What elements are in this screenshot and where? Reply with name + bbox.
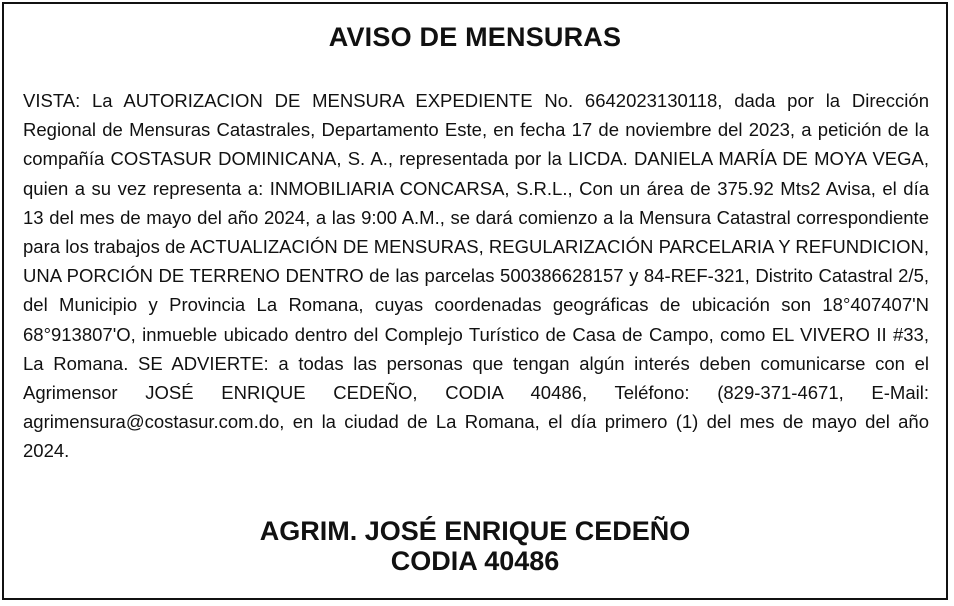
notice-title: AVISO DE MENSURAS <box>328 22 622 52</box>
notice-frame <box>2 2 948 600</box>
signature-name: AGRIM. JOSÉ ENRIQUE CEDEÑO <box>259 516 691 546</box>
signature-block <box>4 516 946 576</box>
signature-codia: CODIA 40486 <box>390 546 560 576</box>
notice-body: VISTA: La AUTORIZACION DE MENSURA EXPEDIENTE No. 6642023130118, dada por la Dirección Regional de Mensuras Catastrales, Departamento Este, en fecha 17 de noviembre del 2023, a petición de la compañía COSTASUR DOMINICANA, S. A., representada por la LICDA. DANIELA MARÍA DE MOYA VEGA, quien a su vez representa a: INMOBILIARIA CONCARSA, S.R.L., Con un área de 375.92 Mts2 Avisa, el día 13 del mes de mayo del año 2024, a las 9:00 A.M., se dará comienzo a la Mensura Catastral correspondiente para los trabajos de ACTUALIZACIÓN DE MENSURAS, REGULARIZACIÓN PARCELARIA Y REFUNDICION, UNA PORCIÓN DE TERRENO DENTRO de las parcelas 500386628157 y 84-REF-321, Distrito Catastral 2/5, del Municipio y Provincia La Romana, cuyas coordenadas geográficas de ubicación son 18°407407'N 68°913807'O, inmueble ubicado dentro del Complejo Turístico de Casa de Campo, como EL VIVERO II #33, La Romana. SE ADVIERTE: a todas las personas que tengan algún interés deben comunicarse con el Agrimensor JOSÉ ENRIQUE CEDEÑO, CODIA 40486, Teléfono: (829-371-4671, E-Mail: agrimensura@costasur.com.do, en la ciudad de La Romana, el día primero (1) del mes de mayo del año 2024. <box>23 90 929 462</box>
